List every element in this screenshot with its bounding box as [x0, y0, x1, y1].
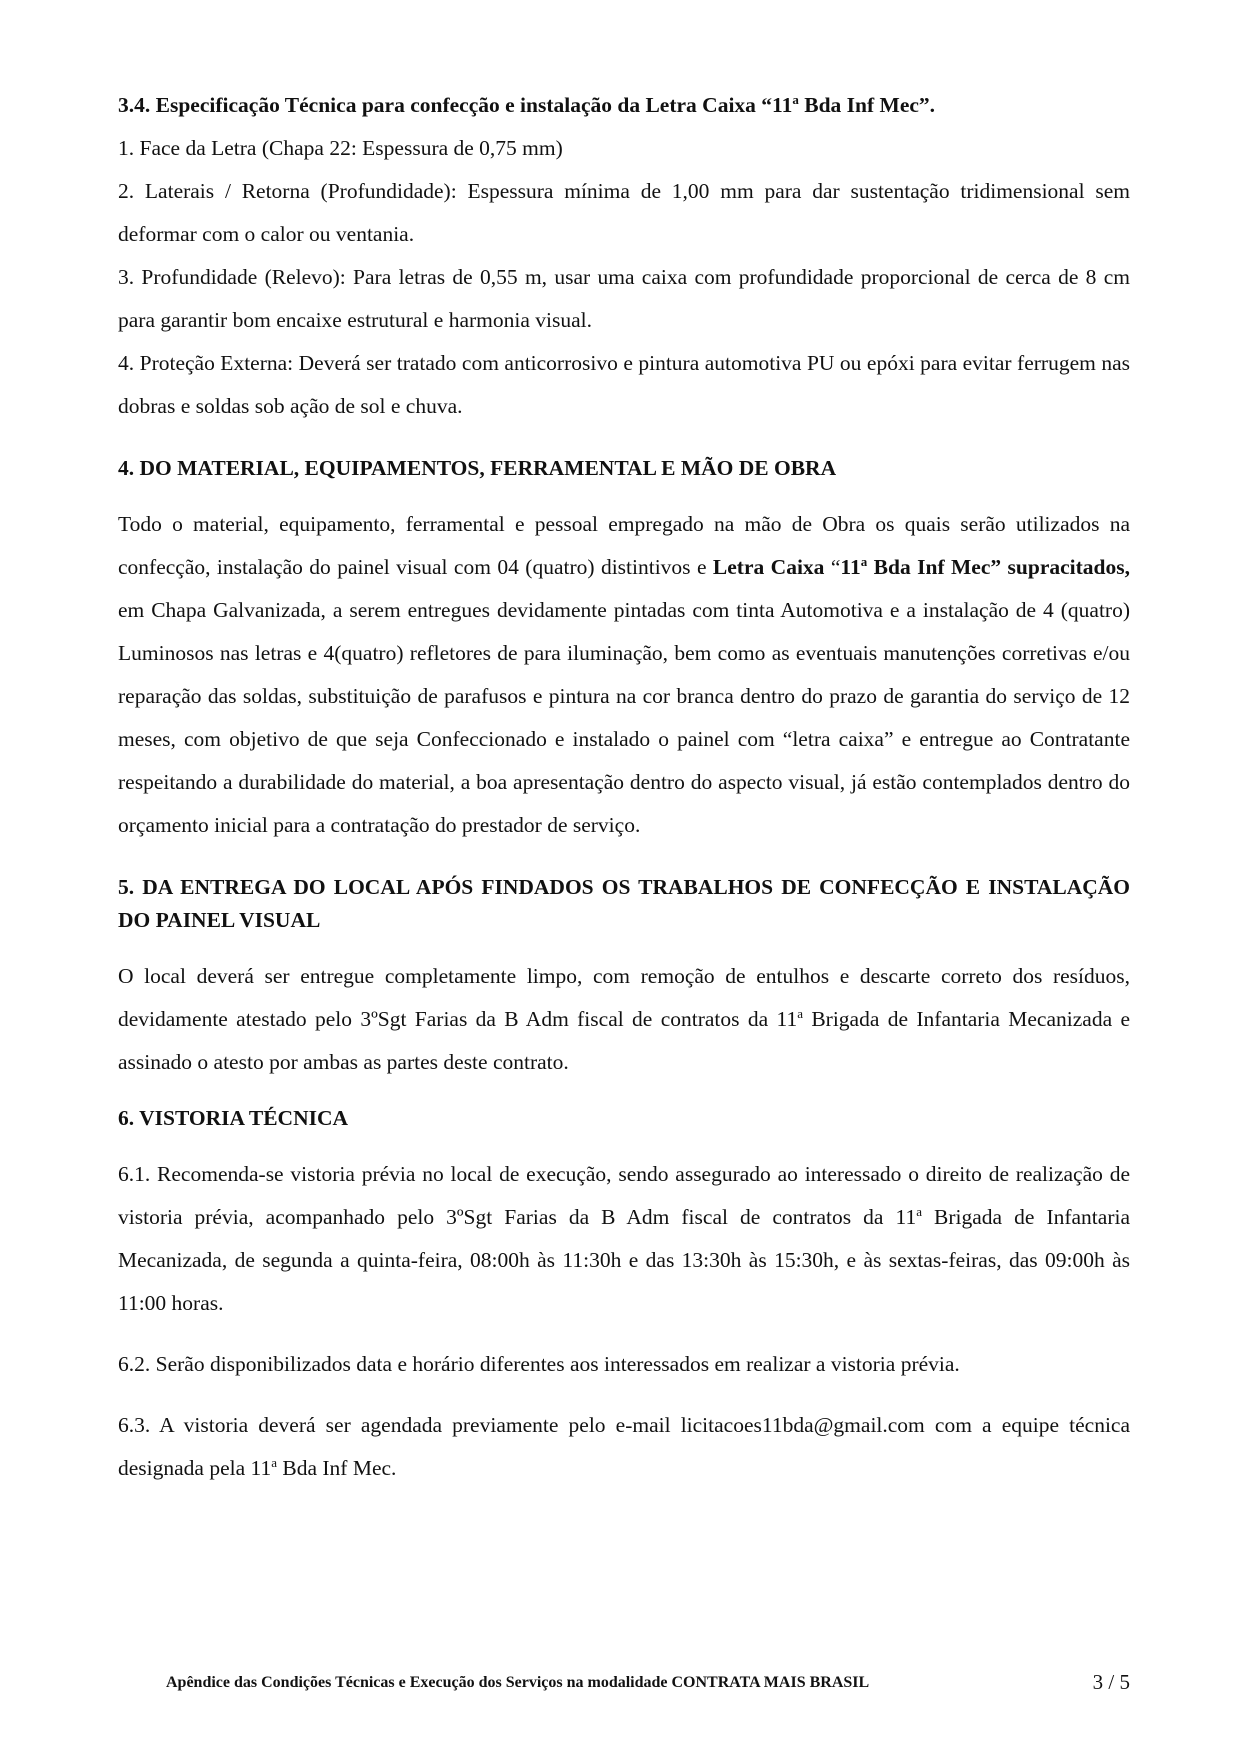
- section-4-title: 4. DO MATERIAL, EQUIPAMENTOS, FERRAMENTAL E MÃO DE OBRA: [118, 456, 837, 480]
- spec-item-3: 3. Profundidade (Relevo): Para letras de 0,55 m, usar uma caixa com profundidade proporcional de cerca de 8 cm para garantir bom encaixe estrutural e harmonia visual.: [118, 265, 1130, 332]
- footer-text: Apêndice das Condições Técnicas e Execução dos Serviços na modalidade CONTRATA MAIS BRASIL: [166, 1674, 870, 1691]
- document-page: [118, 84, 1130, 1490]
- spec-item-1: 1. Face da Letra (Chapa 22: Espessura de 0,75 mm): [118, 136, 563, 160]
- section-6-3-paragraph: 6.3. A vistoria deverá ser agendada previamente pelo e-mail licitacoes11bda@gmail.com com a equipe técnica designada pela 11$^a$ Bda Inf Mec.: [118, 1413, 1130, 1480]
- section-5-paragraph: O local deverá ser entregue completamente limpo, com remoção de entulhos e descarte correto dos resíduos, devidamente atestado pelo 3ºSgt Farias da B Adm fiscal de contratos da 11$^a$ Brigada de Infantaria Mecanizada e assinado o atesto por ambas as partes deste contrato.: [118, 964, 1131, 1074]
- spec-item-2: 2. Laterais / Retorna (Profundidade): Espessura mínima de 1,00 mm para dar sustentação tridimensional sem deformar com o calor ou ventania.: [118, 179, 1130, 246]
- section-6-2-paragraph: 6.2. Serão disponibilizados data e horário diferentes aos interessados em realizar a vistoria prévia.: [118, 1352, 960, 1376]
- section-3-4-title: 3.4. Especificação Técnica para confecção e instalação da Letra Caixa “11$^a$ Bda Inf Mec”.: [118, 91, 936, 117]
- section-4-paragraph: Todo o material, equipamento, ferramental e pessoal empregado na mão de Obra os quais serão utilizados na confecção, instalação do painel visual com 04 (quatro) distintivos e Letra Caixa “11$^a$ Bda Inf Mec” supracitados, em Chapa Galvanizada, a serem entregues devidamente pintadas com tinta Automotiva e a instalação de 4 (quatro) Luminosos nas letras e 4(quatro) refletores de para iluminação, bem como as eventuais manutenções corretivas e/ou reparação das soldas, substituição de parafusos e pintura na cor branca dentro do prazo de garantia do serviço de 12 meses, com objetivo de que seja Confeccionado e instalado o painel com “letra caixa” e entregue ao Contratante respeitando a durabilidade do material, a boa apresentação dentro do aspecto visual, já estão contemplados dentro do orçamento inicial para a contratação do prestador de serviço.: [118, 512, 1131, 837]
- section-6-1-paragraph: 6.1. Recomenda-se vistoria prévia no local de execução, sendo assegurado ao interessado o direito de realização de vistoria prévia, acompanhado pelo 3ºSgt Farias da B Adm fiscal de contratos da 11$^a$ Brigada de Infantaria Mecanizada, de segunda a quinta-feira, 08:00h às 11:30h e das 13:30h às 15:30h, e às sextas-feiras, das 09:00h às 11:00 horas.: [118, 1162, 1130, 1315]
- section-5-title: 5. DA ENTREGA DO LOCAL APÓS FINDADOS OS TRABALHOS DE CONFECÇÃO E INSTALAÇÃO DO PAINEL VISUAL: [118, 875, 1130, 932]
- page-footer: [166, 1670, 1130, 1694]
- spec-item-4: 4. Proteção Externa: Deverá ser tratado com anticorrosivo e pintura automotiva PU ou epóxi para evitar ferrugem nas dobras e soldas sob ação de sol e chuva.: [118, 351, 1130, 418]
- page-number: 3 / 5: [1092, 1670, 1130, 1694]
- section-6-title: 6. VISTORIA TÉCNICA: [118, 1106, 349, 1130]
